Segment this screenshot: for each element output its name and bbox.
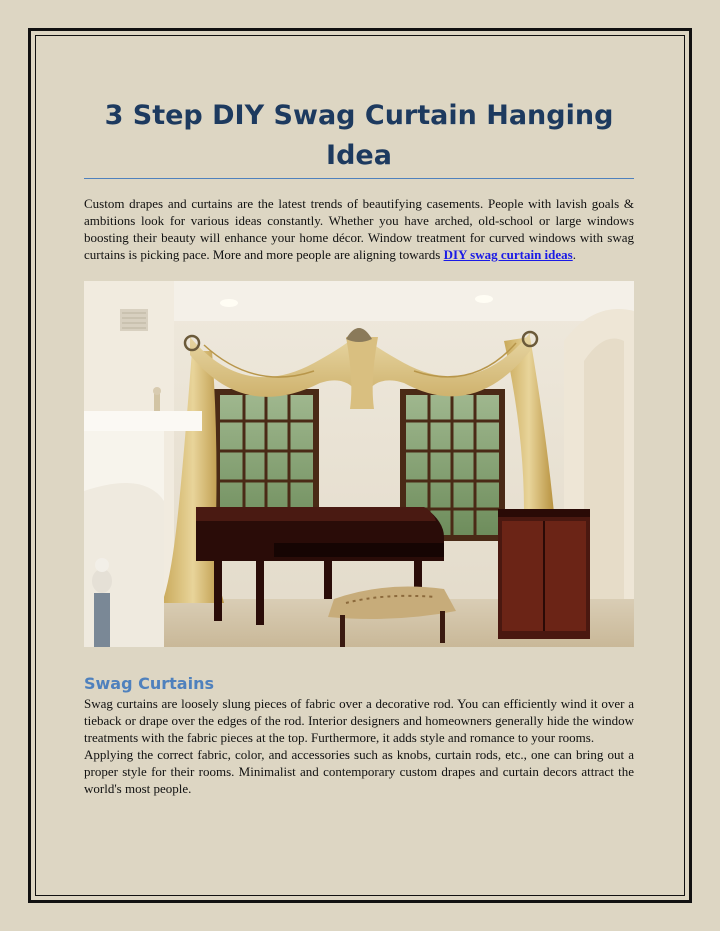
section-paragraph-2: Applying the correct fabric, color, and accessories such as knobs, curtain rods, etc., one can bring out a proper style for their rooms. Minimalist and contemporary custom drapes and curtain decors attract the world's most people. (84, 747, 634, 796)
section-paragraph-1: Swag curtains are loosely slung pieces of fabric over a decorative rod. You can efficiently wind it over a tieback or drape over the edges of the rod. Interior designers and homeowners generally hide the window treatments with the fabric pieces at the top. Furthermore, it adds style and romance to your rooms. (84, 696, 634, 745)
intro-paragraph (84, 195, 634, 263)
document-content (84, 96, 634, 797)
page-title: 3 Step DIY Swag Curtain Hanging Idea (84, 96, 634, 179)
intro-end: . (572, 247, 576, 262)
room-photo (84, 281, 634, 647)
section-heading: Swag Curtains (84, 674, 214, 693)
intro-text: Custom drapes and curtains are the latest trends of beautifying casements. People with lavish goals & ambitions look for various ideas constantly. Whether you have arched, old-school or large windows boosting their beauty will enhance your home décor. Window treatment for curved windows with swag curtains is picking pace. More and more people are aligning towards (84, 196, 634, 262)
diy-swag-curtain-ideas-link[interactable]: DIY swag curtain ideas (443, 247, 573, 262)
